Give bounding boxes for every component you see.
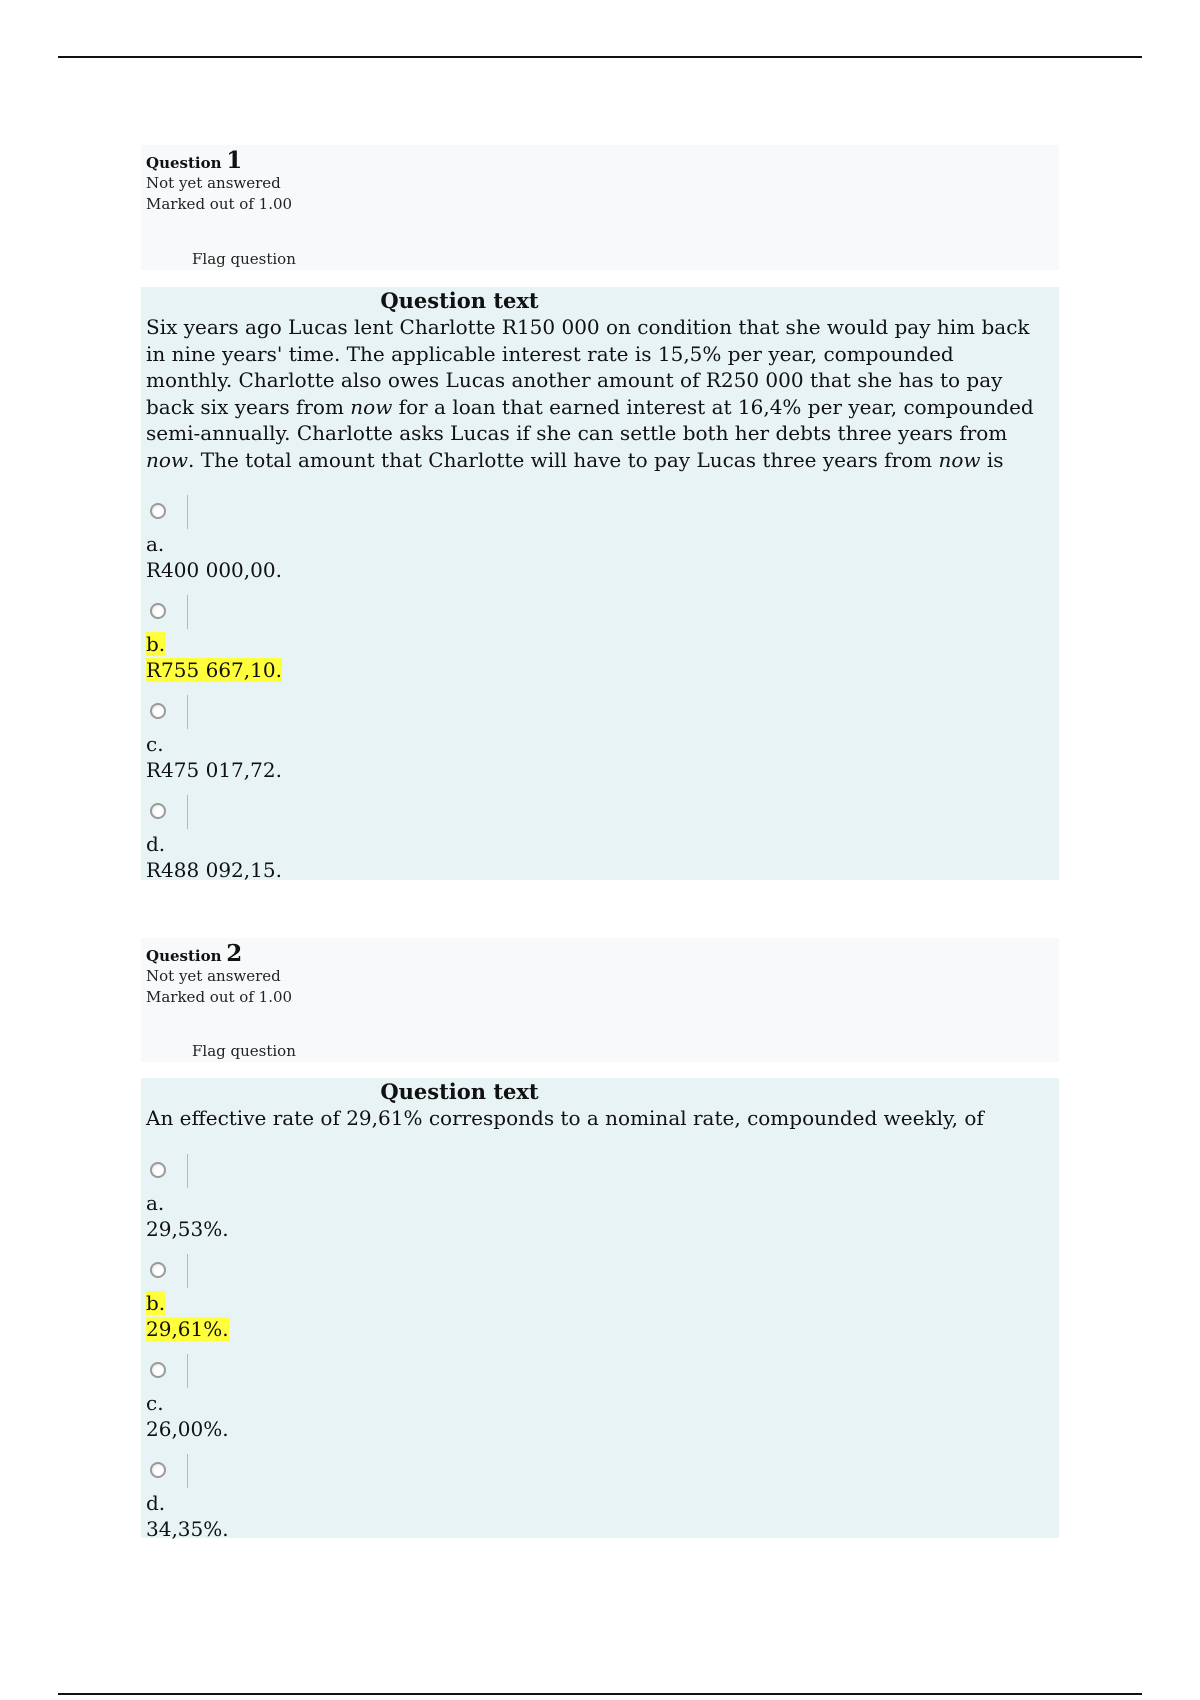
- option-letter: c.: [146, 1390, 164, 1415]
- radio-button-b[interactable]: [150, 603, 166, 619]
- question-text-heading: Question text: [380, 1079, 539, 1104]
- option-value[interactable]: 29,53%.: [146, 1216, 229, 1241]
- question-text: An effective rate of 29,61% corresponds to a nominal rate, compounded weekly, of: [146, 1106, 984, 1130]
- radio-button-a[interactable]: [150, 503, 166, 519]
- answer-options: [146, 1146, 1035, 1546]
- question-label: Question: [146, 154, 222, 172]
- question-grade: Marked out of 1.00: [146, 195, 293, 213]
- radio-container: [146, 1454, 188, 1488]
- question-text-part: for a loan that earned interest at 16,4% per year, compounded semi-annually. Charlotte asks Lucas if she can settle both her debts three years from: [146, 394, 1034, 445]
- option-value[interactable]: R475 017,72.: [146, 758, 282, 782]
- answer-option-c: [146, 687, 1035, 787]
- radio-button-c[interactable]: [150, 703, 166, 719]
- radio-container: [146, 595, 188, 629]
- radio-container: [146, 795, 188, 829]
- question-text-part: . The total amount that Charlotte will have to pay Lucas three years from: [188, 447, 939, 472]
- radio-button-d[interactable]: [150, 803, 166, 819]
- question-grade: Marked out of 1.00: [146, 988, 293, 1006]
- option-value[interactable]: R488 092,15.: [146, 858, 282, 882]
- question-text-emphasis: now: [146, 447, 189, 472]
- question-text-emphasis: now: [938, 447, 981, 472]
- question-content-2: [141, 1078, 1059, 1541]
- question-number-value: 2: [226, 940, 243, 967]
- radio-container: [146, 495, 188, 529]
- option-letter: a.: [146, 1190, 165, 1215]
- question-number-value: 1: [226, 147, 243, 174]
- option-value[interactable]: 34,35%.: [146, 1516, 229, 1541]
- question-info-1: [141, 145, 1059, 270]
- answer-option-d: [146, 787, 1035, 887]
- question-text-part: is: [980, 447, 1004, 472]
- flag-question-link[interactable]: Flag question: [192, 250, 296, 268]
- question-text-heading: Question text: [380, 288, 539, 313]
- top-rule: [58, 56, 1142, 58]
- radio-container: [146, 1154, 188, 1188]
- question-info-2: [141, 938, 1059, 1062]
- flag-question-link[interactable]: Flag question: [192, 1042, 296, 1060]
- option-letter: d.: [146, 1490, 166, 1515]
- question-state: Not yet answered: [146, 967, 281, 985]
- option-letter: a.: [146, 532, 165, 556]
- radio-container: [146, 1254, 188, 1288]
- question-label: Question: [146, 947, 222, 965]
- option-value[interactable]: R400 000,00.: [146, 558, 282, 582]
- question-text-part: Six years ago Lucas lent Charlotte R150 000 on condition that she would pay him back in nine years' time. The applicable interest rate is 15,5% per year, compounded monthly. Charlotte also owes Lucas another amount of R250 000 that she has to pay back six years from: [146, 315, 1030, 419]
- radio-button-b[interactable]: [150, 1262, 166, 1278]
- answer-option-c: [146, 1346, 1035, 1446]
- question-text: [146, 314, 1035, 473]
- option-value[interactable]: 26,00%.: [146, 1416, 229, 1441]
- radio-button-a[interactable]: [150, 1162, 166, 1178]
- answer-option-a: [146, 487, 1035, 587]
- option-value-highlighted[interactable]: R755 667,10.: [146, 658, 282, 682]
- radio-button-d[interactable]: [150, 1462, 166, 1478]
- bottom-rule: [58, 1693, 1142, 1695]
- answer-option-b: [146, 1246, 1035, 1346]
- option-letter: c.: [146, 732, 164, 756]
- option-letter-highlighted: b.: [146, 632, 166, 656]
- question-content-1: [141, 287, 1059, 880]
- option-letter-highlighted: b.: [146, 1290, 166, 1315]
- option-letter: d.: [146, 832, 166, 856]
- question-text-emphasis: now: [350, 394, 393, 419]
- radio-button-c[interactable]: [150, 1362, 166, 1378]
- question-number: [146, 147, 1054, 174]
- radio-container: [146, 695, 188, 729]
- radio-container: [146, 1354, 188, 1388]
- option-value-highlighted[interactable]: 29,61%.: [146, 1316, 229, 1341]
- answer-option-b: [146, 587, 1035, 687]
- answer-option-a: [146, 1146, 1035, 1246]
- question-number: [146, 940, 1054, 967]
- question-state: Not yet answered: [146, 174, 281, 192]
- answer-options: [146, 487, 1035, 887]
- answer-option-d: [146, 1446, 1035, 1546]
